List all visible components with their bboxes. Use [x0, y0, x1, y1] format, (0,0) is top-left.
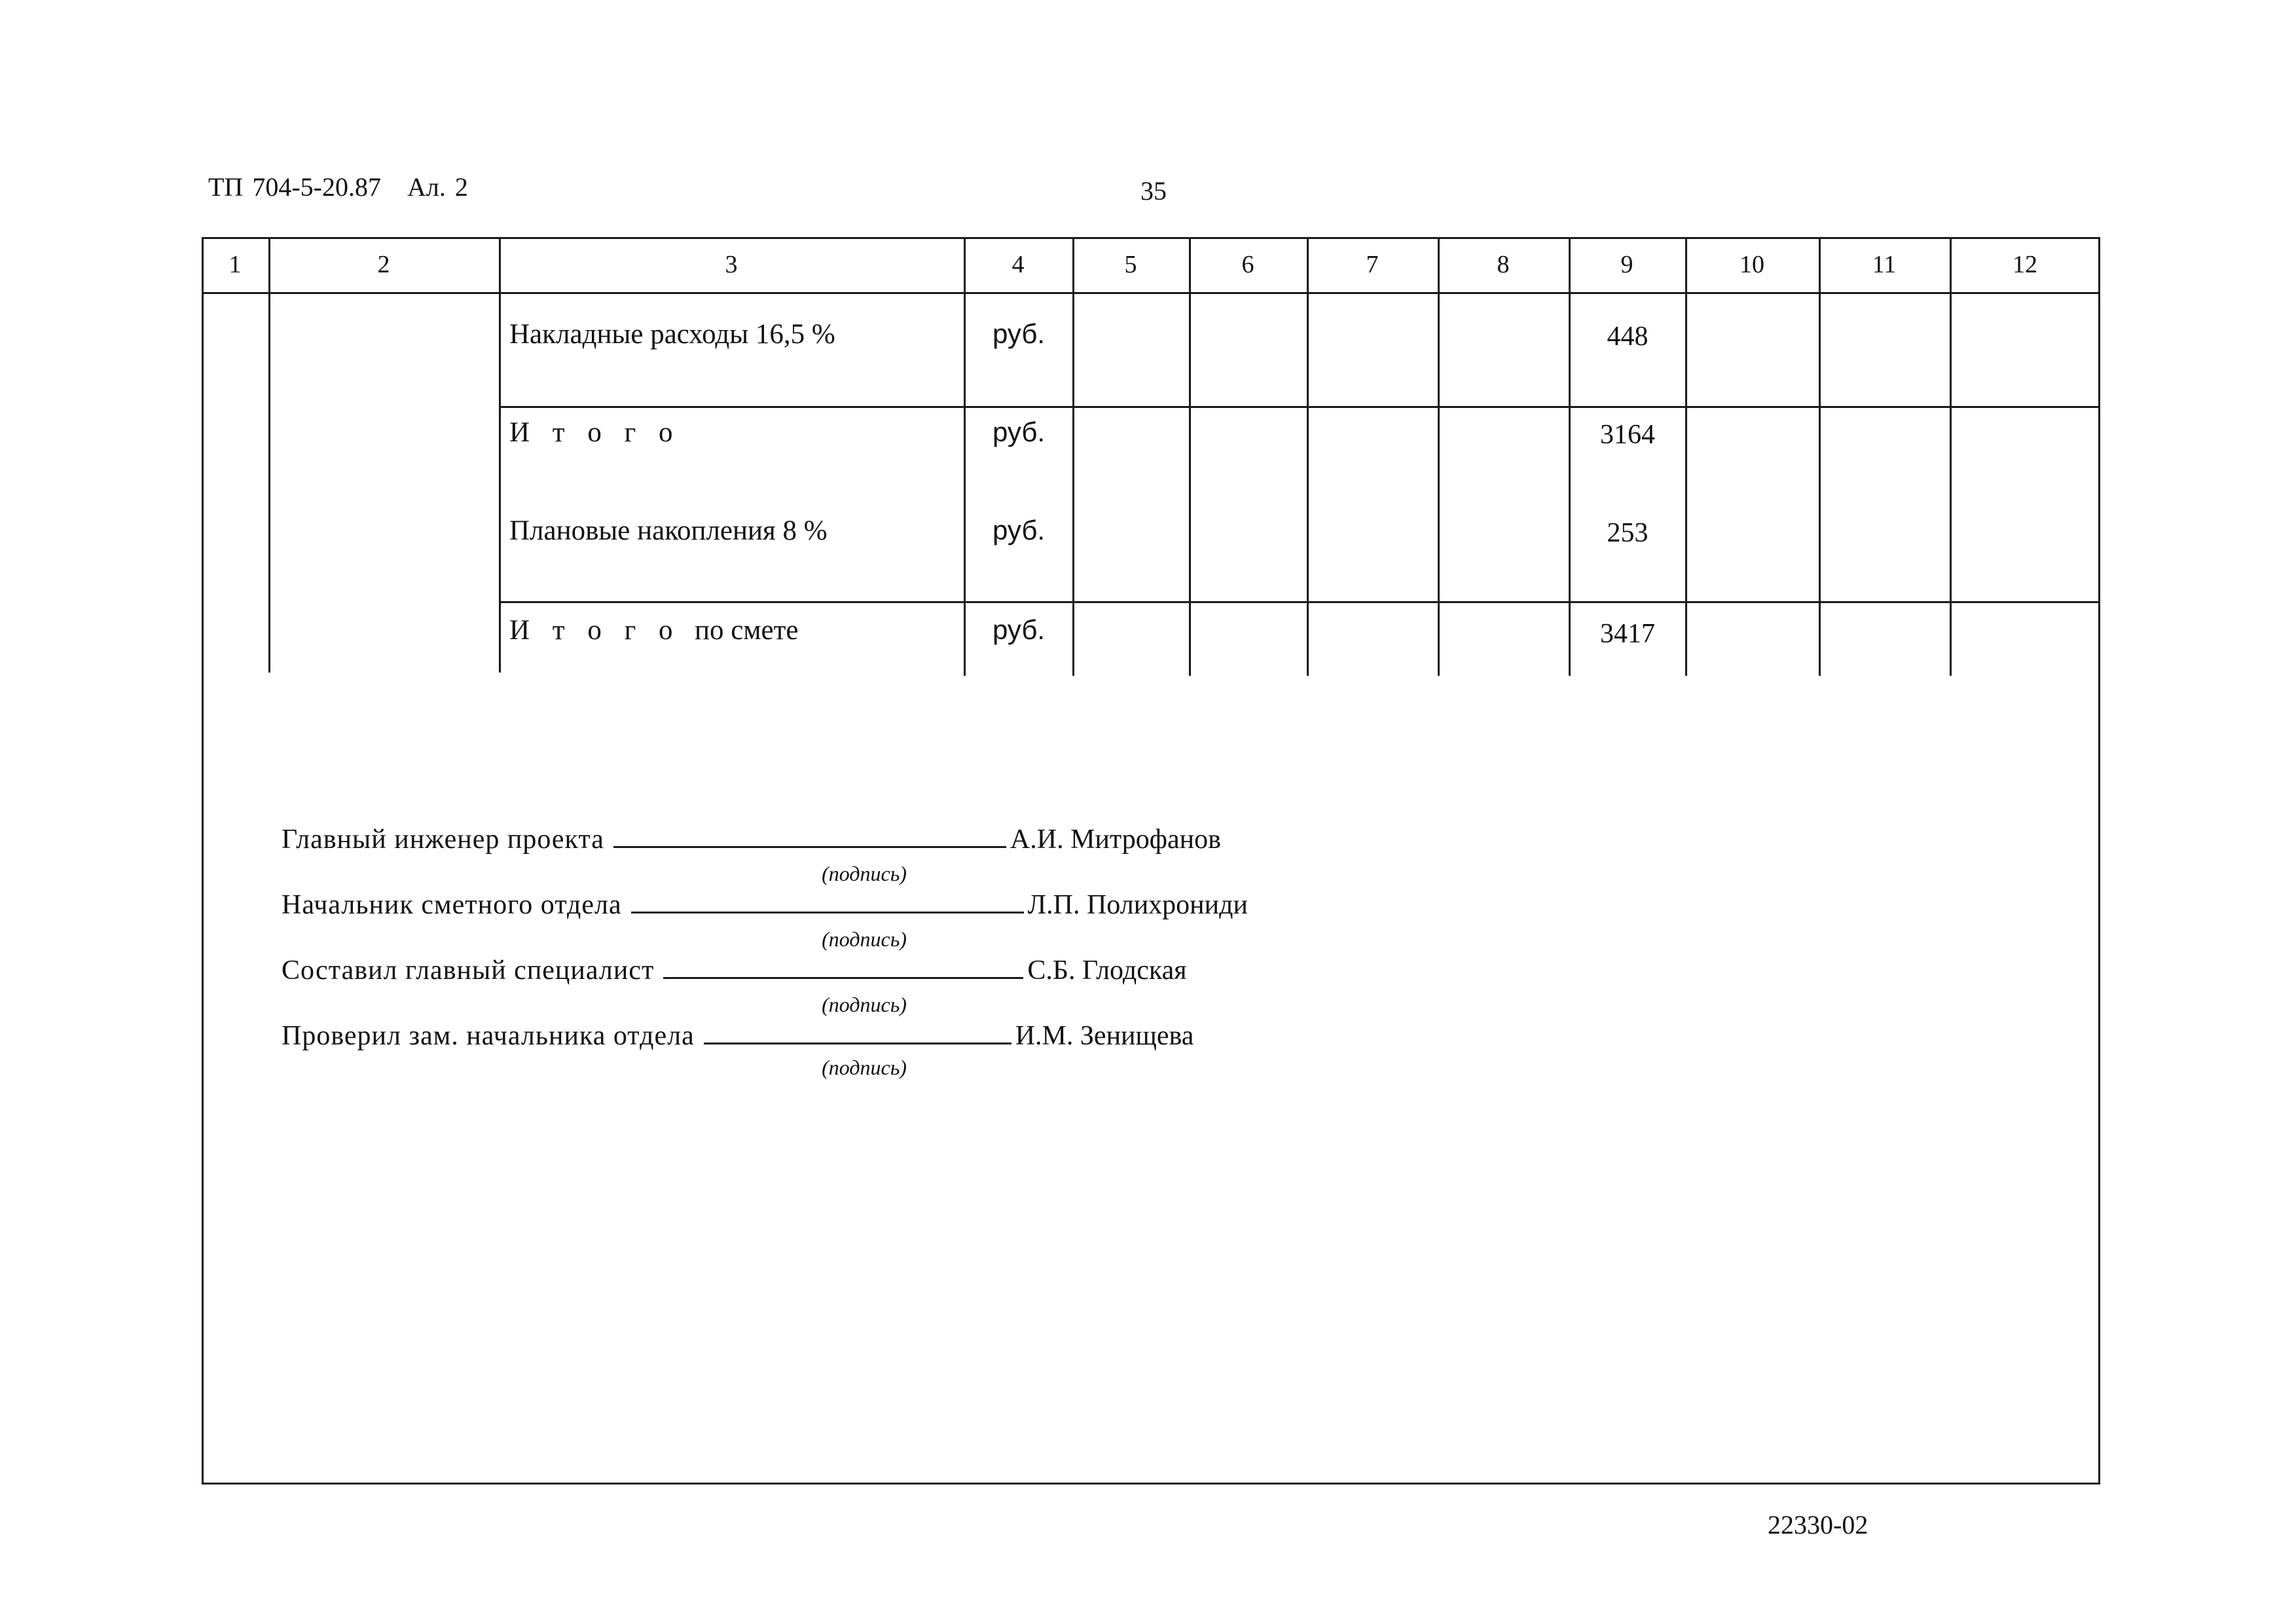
row-divider-2: [499, 601, 2100, 603]
col-header-9: 9: [1620, 251, 1633, 278]
col-header-1: 1: [228, 251, 242, 278]
signature-person: И.М. Зенищева: [1015, 1021, 1194, 1051]
col-line-10: [1819, 237, 1821, 676]
col-line-2: [499, 237, 501, 673]
col-line-11: [1950, 237, 1952, 676]
table-top-border: [202, 237, 2100, 239]
col-line-1: [268, 237, 270, 673]
col-header-10: 10: [1740, 251, 1764, 278]
page-number: 35: [1140, 176, 1167, 206]
row-total-unit: руб.: [993, 614, 1046, 645]
signature-person: С.Б. Глодская: [1027, 955, 1187, 986]
col-header-8: 8: [1497, 251, 1510, 278]
col-line-3: [964, 237, 966, 676]
row-subtotal-name: И т о г о: [509, 417, 681, 448]
row-total-name-spaced: И т о г о: [509, 615, 681, 646]
col-line-9: [1685, 237, 1687, 676]
signature-role: Проверил зам. начальника отдела: [282, 1021, 695, 1051]
col-line-4: [1072, 237, 1074, 676]
signature-role: Начальник сметного отдела: [282, 890, 622, 920]
row-overhead-name: Накладные расходы 16,5 %: [509, 319, 835, 350]
row-planned-value: 253: [1607, 518, 1649, 548]
row-overhead-unit: руб.: [993, 318, 1046, 349]
document-code: [208, 172, 468, 202]
doc-code-text: ТП 704-5-20.87: [208, 172, 381, 202]
signature-role: Главный инженер проекта: [282, 824, 604, 855]
col-header-2: 2: [377, 251, 390, 278]
header-bottom-border: [202, 292, 2100, 294]
signature-person: Л.П. Полихрониди: [1027, 890, 1248, 920]
row-overhead-value: 448: [1607, 322, 1649, 352]
album-label: Ал. 2: [407, 172, 468, 202]
signature-line: [631, 912, 1024, 913]
col-header-6: 6: [1241, 251, 1254, 278]
signature-hint: (подпись): [822, 1056, 907, 1079]
document-number: 22330-02: [1768, 1510, 1868, 1540]
signature-line: [704, 1043, 1011, 1044]
row-subtotal-value: 3164: [1600, 420, 1655, 450]
col-header-11: 11: [1872, 251, 1897, 278]
signature-role: Составил главный специалист: [282, 955, 655, 986]
signature-row: [282, 889, 1248, 921]
col-line-5: [1189, 237, 1191, 676]
signature-row: [282, 955, 1187, 986]
row-planned-unit: руб.: [993, 515, 1046, 545]
row-subtotal-unit: руб.: [993, 416, 1046, 447]
signature-hint: (подпись): [822, 927, 907, 951]
row-total-name-rest: по смете: [694, 615, 799, 646]
signature-row: [282, 824, 1221, 855]
row-total-value: 3417: [1600, 619, 1655, 649]
signature-person: А.И. Митрофанов: [1010, 824, 1221, 855]
col-header-7: 7: [1366, 251, 1379, 278]
col-line-8: [1569, 237, 1571, 676]
col-header-5: 5: [1124, 251, 1137, 278]
row-total-name: [509, 614, 799, 646]
col-line-7: [1438, 237, 1440, 676]
page-frame: [202, 237, 2100, 1485]
col-header-12: 12: [2013, 251, 2037, 278]
col-header-3: 3: [725, 251, 738, 278]
col-header-4: 4: [1011, 251, 1025, 278]
signature-hint: (подпись): [822, 862, 907, 885]
col-line-6: [1307, 237, 1309, 676]
row-planned-name: Плановые накопления 8 %: [509, 515, 828, 546]
signature-line: [613, 846, 1006, 848]
signature-line: [663, 977, 1023, 979]
signature-row: [282, 1020, 1194, 1052]
row-divider-1: [499, 406, 2100, 408]
signature-hint: (подпись): [822, 993, 907, 1016]
